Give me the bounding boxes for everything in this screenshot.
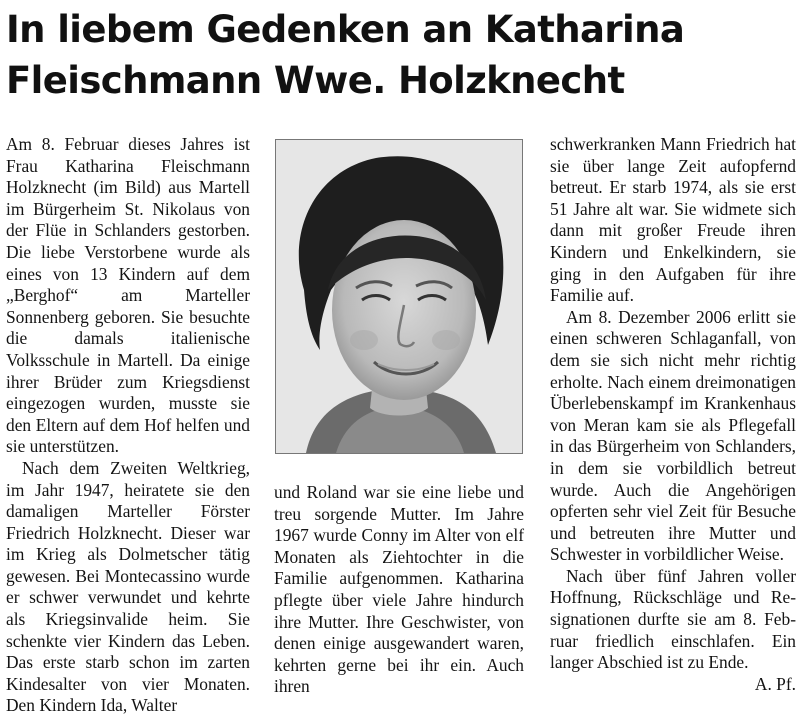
headline-line-2: Fleischmann Wwe. Holzknecht bbox=[6, 59, 625, 102]
text-column-1 bbox=[6, 134, 250, 717]
text-column-2 bbox=[274, 482, 524, 698]
paragraph: Nach über fünf Jahren voller Hoffnung, Rückschläge und Resignationen durfte sie am 8. Februar friedlich einschlafen. Ein langer Abschied ist zu Ende. bbox=[550, 565, 796, 673]
paragraph: schwerkranken Mann Friedrich hat sie über lange Zeit aufopfernd betreut. Er starb 1974, als sie erst 51 Jahre alt war. Sie widmete sich dann mit großer Freude ihren Kindern und Enkelkindern, sie ging in den Aufgaben für ihre Familie auf. bbox=[550, 134, 796, 306]
text-column-3 bbox=[550, 134, 796, 695]
article-headline bbox=[6, 4, 796, 106]
paragraph: und Roland war sie eine liebe und treu sorgende Mutter. Im Jahre 1967 wurde Conny im Alter von elf Monaten als Ziehtochter in die Familie aufgenommen. Katharina pflegte über viele Jahre hindurch ihre Mutter. Ihre Geschwister, von denen einige ausgewandert waren, kehrten gerne bei ihr ein. Auch ihren bbox=[274, 482, 524, 697]
paragraph: Nach dem Zweiten Weltkrieg, im Jahr 1947, heiratete sie den damaligen Marteller Förster Friedrich Holzknecht. Dieser war im Krieg als Dolmetscher tätig gewesen. Bei Montecassino wurde er schwer verwundet und kehrte als Kriegsinvalide heim. Sie schenkte vier Kindern das Leben. Das erste starb schon im zarten Kindesalter von vier Monaten. Den Kindern Ida, Walter bbox=[6, 457, 250, 716]
paragraph: Am 8. Dezember 2006 erlitt sie einen schweren Schlaganfall, von dem sie sich nicht mehr richtig erholte. Nach einem dreimonatigen Überlebenskampf im Krankenhaus von Meran kam sie als Pflegefall in das Bürgerheim von Schlanders, in dem sie vorbildlich betreut wurde. Auch die Angehörigen opferten sehr viel Zeit für Besuche und betreuten ihre Mutter und Schwester in vorbildlicher Weise. bbox=[550, 306, 796, 565]
author-signature: A. Pf. bbox=[754, 673, 796, 694]
headline-line-1: In liebem Gedenken an Katharina bbox=[6, 8, 685, 51]
paragraph: Am 8. Februar dieses Jahres ist Frau Katharina Fleischmann Holzknecht (im Bild) aus Martell im Bürgerheim St. Nikolaus von der Flüe in Schlanders gestorben. Die liebe Verstorbene wurde als eines von 13 Kindern auf dem „Berghof“ am Marteller Sonnenberg geboren. Sie besuchte die damals italienische Volksschule in Martell. Da einige ihrer Brüder zum Kriegsdienst eingezogen wurden, musste sie den Eltern auf dem Hof helfen und sie unterstützen. bbox=[6, 134, 250, 457]
portrait-illustration bbox=[276, 140, 522, 453]
portrait-photo bbox=[275, 139, 523, 454]
